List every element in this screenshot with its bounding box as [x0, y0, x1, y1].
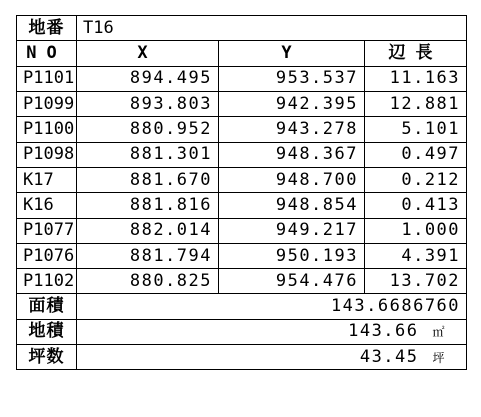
area-label: 面積 — [17, 294, 77, 319]
y-coordinate-cell: 950.193 — [219, 243, 365, 268]
side-length-cell: 0.212 — [365, 167, 467, 192]
table-body — [17, 16, 467, 67]
y-coordinate-cell: 948.854 — [219, 193, 365, 218]
y-coordinate-cell: 954.476 — [219, 269, 365, 294]
table-row — [17, 218, 467, 243]
land-area-cell — [77, 319, 467, 344]
y-coordinate-cell: 948.700 — [219, 167, 365, 192]
x-coordinate-cell: 881.816 — [77, 193, 219, 218]
x-coordinate-cell: 894.495 — [77, 66, 219, 91]
area-value: 143.6686760 — [77, 294, 467, 319]
table-row — [17, 142, 467, 167]
point-no-cell: P1099 — [17, 92, 77, 117]
land-area-row — [17, 319, 467, 344]
point-no-cell: P1098 — [17, 142, 77, 167]
survey-coordinate-table — [16, 15, 467, 370]
column-header-row — [17, 41, 467, 67]
side-length-cell: 0.497 — [365, 142, 467, 167]
y-coordinate-cell: 943.278 — [219, 117, 365, 142]
summary-body — [17, 294, 467, 370]
x-coordinate-cell: 881.670 — [77, 167, 219, 192]
tsubo-cell — [77, 345, 467, 370]
point-no-cell: P1077 — [17, 218, 77, 243]
y-coordinate-cell: 948.367 — [219, 142, 365, 167]
x-coordinate-cell: 880.952 — [77, 117, 219, 142]
x-coordinate-cell: 893.803 — [77, 92, 219, 117]
y-coordinate-cell: 953.537 — [219, 66, 365, 91]
coordinate-rows — [17, 66, 467, 294]
side-length-cell: 5.101 — [365, 117, 467, 142]
point-no-cell: P1076 — [17, 243, 77, 268]
table-row — [17, 269, 467, 294]
point-no-cell: P1101 — [17, 66, 77, 91]
table-row — [17, 92, 467, 117]
tsubo-row — [17, 345, 467, 370]
y-coordinate-cell: 949.217 — [219, 218, 365, 243]
side-length-cell: 1.000 — [365, 218, 467, 243]
column-header-side-length: 辺長 — [365, 41, 467, 67]
y-coordinate-cell: 942.395 — [219, 92, 365, 117]
table-row — [17, 167, 467, 192]
point-no-cell: K17 — [17, 167, 77, 192]
land-area-label: 地積 — [17, 319, 77, 344]
x-coordinate-cell: 881.301 — [77, 142, 219, 167]
point-no-cell: P1100 — [17, 117, 77, 142]
side-length-cell: 11.163 — [365, 66, 467, 91]
tsubo-label: 坪数 — [17, 345, 77, 370]
tsubo-value: 43.45 — [359, 346, 419, 367]
table-row — [17, 66, 467, 91]
x-coordinate-cell: 881.794 — [77, 243, 219, 268]
side-length-cell: 12.881 — [365, 92, 467, 117]
area-row — [17, 294, 467, 319]
table-row — [17, 117, 467, 142]
table-row — [17, 243, 467, 268]
parcel-label: 地番 — [17, 16, 77, 41]
side-length-cell: 13.702 — [365, 269, 467, 294]
parcel-row — [17, 16, 467, 41]
x-coordinate-cell: 882.014 — [77, 218, 219, 243]
side-length-cell: 4.391 — [365, 243, 467, 268]
x-coordinate-cell: 880.825 — [77, 269, 219, 294]
column-header-x: X — [77, 41, 219, 67]
column-header-y: Y — [219, 41, 365, 67]
column-header-no: NO — [17, 41, 77, 67]
point-no-cell: P1102 — [17, 269, 77, 294]
land-area-unit: ㎡ — [432, 325, 447, 340]
point-no-cell: K16 — [17, 193, 77, 218]
tsubo-unit: 坪 — [432, 350, 447, 365]
parcel-value: T16 — [77, 16, 467, 41]
land-area-value: 143.66 — [348, 321, 419, 342]
side-length-cell: 0.413 — [365, 193, 467, 218]
table-row — [17, 193, 467, 218]
